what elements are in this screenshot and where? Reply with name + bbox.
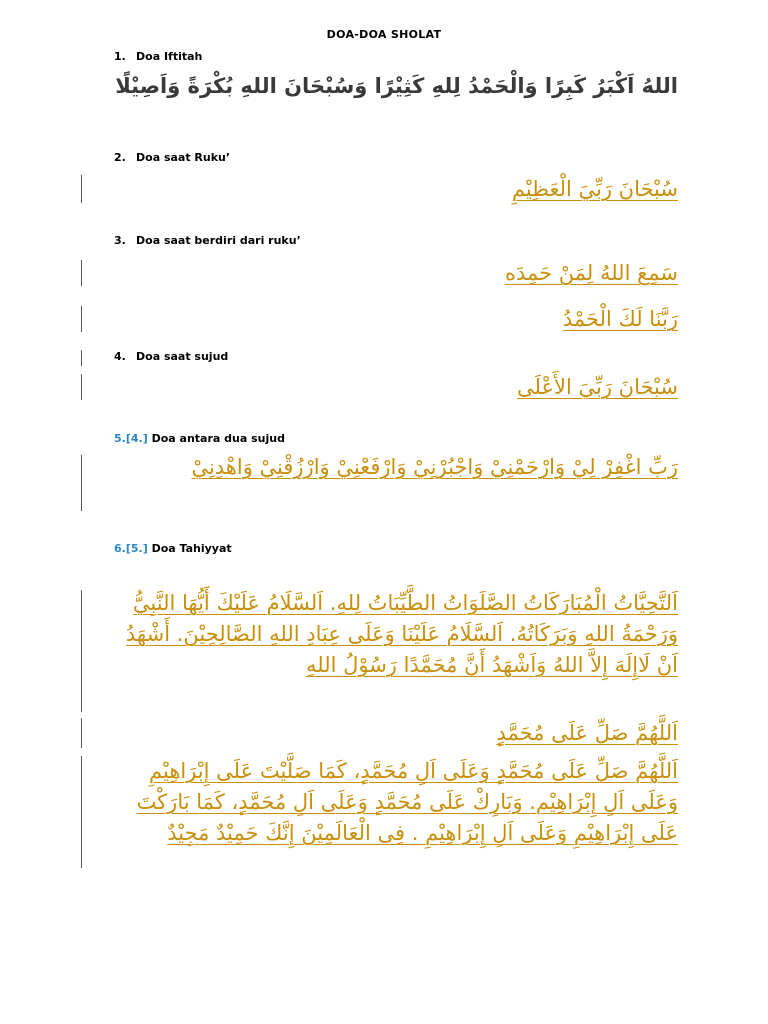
arabic-doa-antara-dua-sujud: رَبِّ اغْفِرْ لِيْ وَارْحَمْنِيْ وَاجْبُرْنِيْ وَارْفَعْنِيْ وَارْزُقْنِيْ وَاهْدِنِيْ <box>191 455 678 479</box>
section-heading-doa-tahiyyat <box>114 542 232 555</box>
section-heading-doa-itidal <box>114 234 301 247</box>
change-bar <box>81 175 82 203</box>
section-heading-doa-sujud <box>114 350 228 363</box>
change-bar <box>81 350 82 366</box>
change-bar <box>81 718 82 748</box>
section-heading-doa-ruku <box>114 151 230 164</box>
section-number: 5. <box>114 432 126 445</box>
section-title: Doa saat sujud <box>136 350 229 363</box>
section-title: Doa saat Ruku’ <box>136 151 231 164</box>
section-title: Doa Iftitah <box>136 50 203 63</box>
change-bar <box>81 260 82 286</box>
section-heading-doa-antara-dua-sujud <box>114 432 285 445</box>
section-number: 6. <box>114 542 126 555</box>
revision-mark: [4.] <box>125 432 148 445</box>
section-heading-doa-iftitah <box>114 50 202 63</box>
section-number: 3. <box>114 234 126 247</box>
document-title: DOA-DOA SHOLAT <box>326 28 442 41</box>
section-number: 2. <box>114 151 126 164</box>
arabic-doa-ruku: سُبْحَانَ رَبِّيَ الْعَظِيْمِ <box>511 177 678 201</box>
arabic-tahiyyat-paragraph: اَلتَّحِيَّاتُ الْمُبَارَكَاتُ الصَّلَوَاتُ الطَّيِّبَاتُ لِلهِ. اَلسَّلَامُ عَلَيْكَ أَيُّهَا النَّبِيُّ وَرَحْمَةُ اللهِ وَبَرَكَاتُهُ. اَلسَّلَامُ عَلَيْنَا وَعَلَى عِبَادِ اللهِ الصَّالِحِيْنَ. أَشْهَدُ اَنْ لَاإِلَهَ إِلاَّ اللهُ وَاَشْهَدُ أَنَّ مُحَمَّدًا رَسُوْلُ اللهِ <box>125 591 678 677</box>
arabic-shalawat-ibrahimiyah: اَللَّهُمَّ صَلِّ عَلَى مُحَمَّدٍ وَعَلَى اَلِ مُحَمَّدٍ، كَمَا صَلَّيْتَ عَلَى إِبْرَاهِيْمِ وَعَلَى اَلِ إِبْرَاهِيْم. وَبَارِكْ عَلَى مُحَمَّدٍ وَعَلَى اَلِ مُحَمَّدٍ، كَمَا بَارَكْتَ عَلَى إِبْرَاهِيْمِ وَعَلَى اَلِ إِبْرَاهِيْمِ . فِى الْعَالَمِيْنَ إِنَّكَ حَمِيْدٌ مَجِيْدٌ <box>136 759 678 845</box>
section-number: 4. <box>114 350 126 363</box>
section-number: 1. <box>114 50 126 63</box>
change-bar <box>81 455 82 511</box>
arabic-itidal-line-2: رَبَّنَا لَكَ الْحَمْدُ <box>562 307 678 331</box>
arabic-doa-sujud: سُبْحَانَ رَبِّيَ الأَعْلَى <box>517 375 678 399</box>
arabic-doa-iftitah: اللهُ اَكْبَرُ كَبِرًا وَالْحَمْدُ لِلهِ كَثِيْرًا وَسُبْحَانَ اللهِ بُكْرَةً وَاَصِيْلًا <box>115 74 678 98</box>
section-title: Doa Tahiyyat <box>151 542 232 555</box>
change-bar <box>81 374 82 400</box>
section-title: Doa antara dua sujud <box>151 432 285 445</box>
change-bar <box>81 306 82 332</box>
revision-mark: [5.] <box>125 542 148 555</box>
arabic-shalawat-short: اَللَّهُمَّ صَلِّ عَلَى مُحَمَّدٍ <box>496 721 678 745</box>
change-bar <box>81 590 82 712</box>
arabic-itidal-line-1: سَمِعَ اللهُ لِمَنْ حَمِدَه <box>504 261 678 285</box>
section-title: Doa saat berdiri dari ruku’ <box>136 234 301 247</box>
change-bar <box>81 756 82 868</box>
